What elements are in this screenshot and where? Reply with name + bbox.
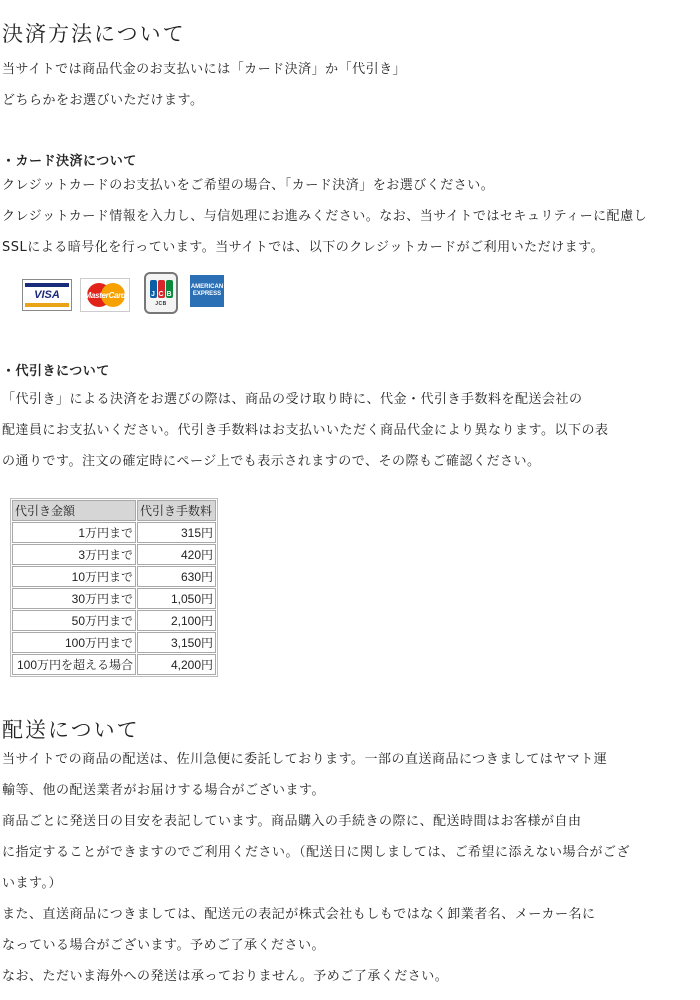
text-line: に指定することができますのでご利用ください。（配送日に関しましては、ご希望に添えない場合がござ: [2, 845, 631, 860]
mastercard-logo: [80, 278, 130, 312]
text-line: 輸等、他の配送業者がお届けする場合がございます。: [2, 783, 325, 798]
table-row: [12, 654, 216, 675]
visa-logo-text: VISA: [34, 289, 60, 301]
cod-section-heading: ・代引きについて: [2, 364, 110, 379]
fee-cell: 2,100円: [137, 610, 216, 631]
amount-cell: 50万円まで: [12, 610, 136, 631]
amex-logo: [190, 275, 224, 307]
table-row: [12, 566, 216, 587]
table-row: [12, 588, 216, 609]
card-section-text: [2, 170, 647, 263]
text-line: います。）: [2, 876, 62, 891]
text-line: クレジットカード情報を入力し、与信処理にお進みください。なお、当サイトではセキュリティーに配慮し: [2, 209, 648, 224]
amex-logo-text: AMERICAN EXPRESS: [190, 284, 224, 297]
mastercard-logo-text: MasterCard: [84, 290, 126, 300]
text-line: SSLによる暗号化を行っています。当サイトでは、以下のクレジットカードがご利用いただけます。: [2, 240, 605, 255]
fee-cell: 1,050円: [137, 588, 216, 609]
table-row: [12, 544, 216, 565]
table-row: [12, 632, 216, 653]
fee-cell: 3,150円: [137, 632, 216, 653]
fee-cell: 630円: [137, 566, 216, 587]
jcb-logo: J C B JCB: [144, 272, 178, 314]
amount-cell: 1万円まで: [12, 522, 136, 543]
header-cod-amount: 代引き金額: [12, 500, 136, 521]
text-line: なお、ただいま海外への発送は承っておりません。予めご了承ください。: [2, 969, 449, 984]
visa-logo: [22, 279, 72, 311]
text-line: なっている場合がございます。予めご了承ください。: [2, 938, 325, 953]
text-line: 配達員にお支払いください。代引き手数料はお支払いいただく商品代金により異なります。以下の表: [2, 423, 609, 438]
card-section-heading: ・カード決済について: [2, 154, 137, 169]
amount-cell: 100万円まで: [12, 632, 136, 653]
fee-cell: 420円: [137, 544, 216, 565]
payment-intro: [2, 54, 406, 116]
text-line: クレジットカードのお支払いをご希望の場合、「カード決済」をお選びください。: [2, 178, 495, 193]
table-header-row: [12, 500, 216, 521]
text-line: どちらかをお選びいただけます。: [2, 93, 204, 108]
amount-cell: 3万円まで: [12, 544, 136, 565]
payment-heading: 決済方法について: [2, 22, 186, 46]
shipping-heading: 配送について: [2, 718, 140, 742]
table-row: [12, 522, 216, 543]
table-row: [12, 610, 216, 631]
text-line: 当サイトでの商品の配送は、佐川急便に委託しております。一部の直送商品につきましてはヤマト運: [2, 752, 608, 767]
cod-fee-table: [10, 498, 218, 677]
text-line: 商品ごとに発送日の目安を表記しています。商品購入の手続きの際に、配送時間はお客様が自由: [2, 814, 582, 829]
fee-cell: 315円: [137, 522, 216, 543]
amount-cell: 10万円まで: [12, 566, 136, 587]
text-line: また、直送商品につきましては、配送元の表記が株式会社もしもではなく卸業者名、メーカー名に: [2, 907, 596, 922]
amount-cell: 30万円まで: [12, 588, 136, 609]
cod-section-text: [2, 384, 608, 477]
amount-cell: 100万円を超える場合: [12, 654, 136, 675]
text-line: の通りです。注文の確定時にページ上でも表示されますので、その際もご確認ください。: [2, 454, 541, 469]
jcb-logo-text: JCB: [155, 300, 167, 307]
text-line: 「代引き」による決済をお選びの際は、商品の受け取り時に、代金・代引き手数料を配送会社の: [2, 392, 583, 407]
shipping-text: [2, 744, 630, 992]
header-cod-fee: 代引き手数料: [137, 500, 216, 521]
fee-cell: 4,200円: [137, 654, 216, 675]
text-line: 当サイトでは商品代金のお支払いには「カード決済」か「代引き」: [2, 62, 407, 77]
